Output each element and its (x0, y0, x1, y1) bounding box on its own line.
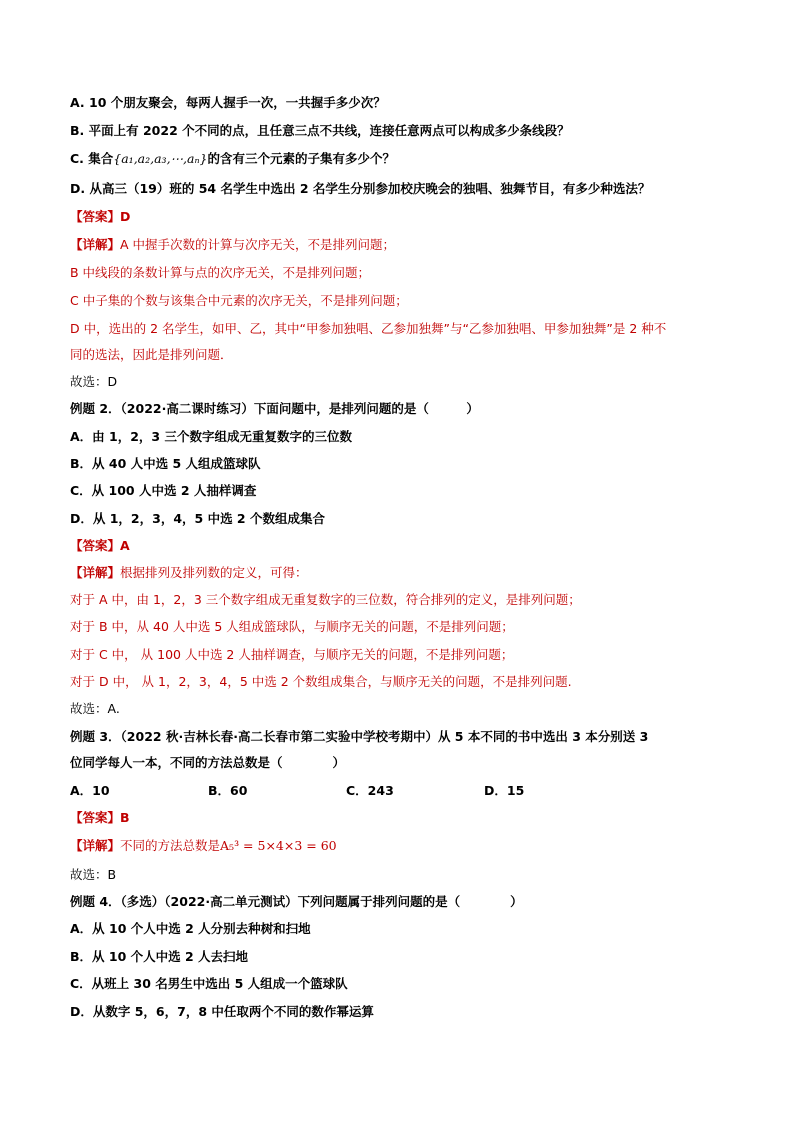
q2-option-d: D．从 1，2，3，4，5 中选 2 个数组成集合 (70, 511, 325, 526)
q3-title-line-2: 位同学每人一本，不同的方法总数是（ ） (70, 755, 346, 770)
q1-choose (70, 373, 754, 391)
q2-detail-0-text: 根据排列及排列数的定义，可得： (120, 565, 308, 580)
q3-detail (70, 837, 754, 855)
q1-choose-text: 故选：D (70, 374, 118, 389)
q1-detail-2: B 中线段的条数计算与点的次序无关，不是排列问题； (70, 265, 371, 280)
q1-detail-5: 同的选法，因此是排列问题． (70, 347, 233, 362)
q3-detail-label: 【详解】 (70, 838, 121, 853)
q1-option-a: A. 10 个朋友聚会，每两人握手一次，一共握手多少次？ (70, 95, 386, 110)
q4-title: 例题 4．（多选）（2022·高二单元测试）下列问题属于排列问题的是（ ） (70, 894, 523, 909)
q2-option-b: B．从 40 人中选 5 人组成篮球队 (70, 456, 261, 471)
q3-answer-value: B (120, 810, 130, 825)
q3-title-line-1: 例题 3．（2022 秋·吉林长春·高二长春市第二实验中学校考期中）从 5 本不同的书中选出 3 本分别送 3 (70, 729, 649, 744)
q2-detail-0 (70, 564, 754, 582)
q1-option-b: B. 平面上有 2022 个不同的点，且任意三点不共线，连接任意两点可以构成多少条线段？ (70, 123, 570, 138)
q3-option-d: D．15 (484, 783, 525, 798)
q1-detail-label: 【详解】 (70, 237, 121, 252)
q1-answer (70, 208, 754, 226)
q1-option-c-set: {a₁,a₂,a₃,⋯,aₙ} (113, 151, 208, 166)
q1-answer-label: 【答案】 (70, 209, 121, 224)
q3-options-row (70, 782, 754, 800)
q4-option-b: B．从 10 个人中选 2 人去扫地 (70, 949, 249, 964)
q1-option-c-suffix: 的含有三个元素的子集有多少个？ (207, 151, 396, 166)
q2-option-a: A．由 1，2，3 三个数字组成无重复数字的三位数 (70, 429, 352, 444)
q1-option-c-prefix: C. 集合 (70, 151, 114, 166)
q1-option-d: D. 从高三（19）班的 54 名学生中选出 2 名学生分别参加校庆晚会的独唱、独舞节目，有多少种选法？ (70, 181, 651, 196)
q1-detail-1-text: A 中握手次数的计算与次序无关，不是排列问题； (120, 237, 396, 252)
q3-option-c: C．243 (346, 783, 394, 798)
q3-choose: 故选：B (70, 867, 117, 882)
q1-option-c (70, 150, 754, 168)
q3-option-b: B．60 (208, 783, 248, 798)
q3-answer-label: 【答案】 (70, 810, 121, 825)
q2-detail-4: 对于 D 中， 从 1，2，3，4，5 中选 2 个数组成集合，与顺序无关的问题，不是排列问题. (70, 674, 572, 689)
q2-detail-3: 对于 C 中， 从 100 人中选 2 人抽样调查，与顺序无关的问题，不是排列问题； (70, 647, 514, 662)
q4-option-d: D．从数字 5，6，7，8 中任取两个不同的数作幂运算 (70, 1004, 374, 1019)
q1-detail-3: C 中子集的个数与该集合中元素的次序无关，不是排列问题； (70, 293, 408, 308)
q2-option-c: C．从 100 人中选 2 人抽样调查 (70, 483, 257, 498)
q1-detail-1 (70, 236, 754, 254)
q1-detail-4: D 中，选出的 2 名学生，如甲、乙，其中“甲参加独唱、乙参加独舞”与“乙参加独唱、甲参加独舞”是 2 种不 (70, 321, 667, 336)
q2-answer (70, 537, 754, 555)
q2-detail-2: 对于 B 中，从 40 人中选 5 人组成篮球队，与顺序无关的问题，不是排列问题； (70, 619, 514, 634)
q3-detail-formula: A₅³ = 5×4×3 = 60 (220, 838, 337, 853)
q2-detail-1: 对于 A 中，由 1，2，3 三个数字组成无重复数字的三位数，符合排列的定义，是排列问题； (70, 592, 581, 607)
q2-answer-value: A (120, 538, 130, 553)
q2-title: 例题 2．（2022·高二课时练习）下面问题中，是排列问题的是（ ） (70, 401, 479, 416)
q2-detail-label: 【详解】 (70, 565, 121, 580)
q3-answer (70, 809, 754, 827)
q3-option-a: A．10 (70, 783, 110, 798)
q4-option-a: A．从 10 个人中选 2 人分别去种树和扫地 (70, 921, 311, 936)
q2-answer-label: 【答案】 (70, 538, 121, 553)
q2-choose: 故选：A. (70, 701, 120, 716)
q4-option-c: C．从班上 30 名男生中选出 5 人组成一个篮球队 (70, 976, 348, 991)
q1-answer-value: D (120, 209, 131, 224)
q3-detail-text: 不同的方法总数是 (120, 838, 221, 853)
